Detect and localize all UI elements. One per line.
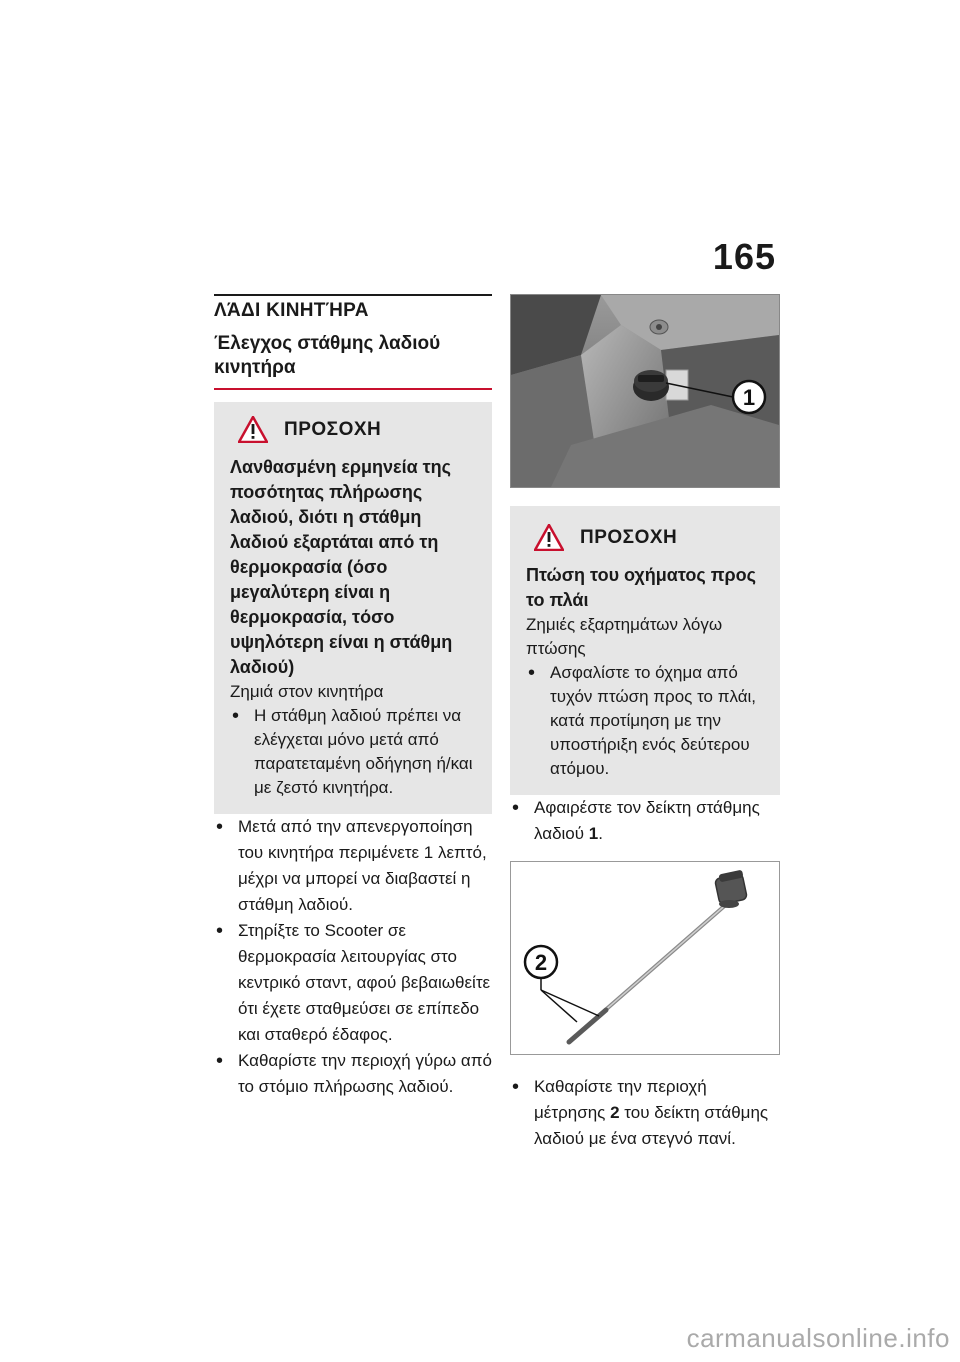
step-list-clean — [510, 1074, 780, 1152]
page-number: 165 — [712, 236, 776, 277]
callout-2-label: 2 — [534, 950, 548, 975]
section-title: ΛΆΔΙ ΚΙΝΗΤΉΡΑ — [214, 294, 492, 322]
step-clean-dipstick — [510, 1074, 780, 1152]
figure-dipstick-location — [510, 294, 780, 488]
warning-bullet: • Η στάθμη λαδιού πρέπει να ελέγχεται μόνο μετά από παρατεταμένη οδήγηση ή/και με ζεστό κινητήρα. — [230, 704, 480, 800]
warning-header — [526, 524, 768, 551]
warning-cause: Λανθασμένη ερμηνεία της ποσότητας πλήρωσης λαδιού, διότι η στάθμη λαδιού εξαρτάται από τη θερμοκρασία (όσο μεγαλύτερη είναι η θερμοκρασία, τόσο υψηλότερη είναι η στάθμη λαδιού) — [230, 457, 453, 677]
photo-oil-filler-cap — [510, 294, 780, 488]
step-clean-filler: • Καθαρίστε την περιοχή γύρω από το στόμιο πλήρωσης λαδιού. — [214, 1048, 492, 1100]
step-remove-end: . — [598, 824, 603, 843]
warning-consequence: Ζημιές εξαρτημάτων λόγω πτώσης — [526, 615, 723, 658]
warning-cause: Πτώση του οχήματος προς το πλάι — [526, 565, 756, 610]
warning-title: ΠΡΟΣΟΧΗ — [284, 418, 382, 440]
subsection-title: Έλεγχος στάθμης λαδιού κινητήρα — [214, 332, 492, 390]
warning-bullet-list — [526, 661, 768, 781]
warning-box-temperature — [214, 402, 492, 814]
warning-bullet: • Ασφαλίστε το όχημα από τυχόν πτώση προς το πλάι, κατά προτίμηση με την υποστήριξη ενός δεύτερου ατόμου. — [526, 661, 768, 781]
step-center-stand: • Στηρίξτε το Scooter σε θερμοκρασία λειτουργίας στο κεντρικό σταντ, αφού βεβαιωθείτε ότι έχετε σταθμεύσει σε επίπεδο και σταθερό έδαφος. — [214, 918, 492, 1048]
step-list-remove — [510, 795, 780, 847]
warning-box-tipping — [510, 506, 780, 795]
step-clean-text-a: Καθαρίστε την περιοχή μέτρησης — [534, 1077, 707, 1122]
step-remove-text: Αφαιρέστε τον δείκτη στάθμης λαδιού — [534, 798, 760, 843]
figure-dipstick — [510, 861, 780, 1055]
reference-2: 2 — [610, 1103, 620, 1122]
warning-title: ΠΡΟΣΟΧΗ — [580, 526, 678, 548]
reference-1: 1 — [588, 824, 599, 843]
watermark: carmanualsonline.info — [686, 1323, 950, 1353]
warning-bullet-list — [230, 704, 480, 800]
step-list-left — [214, 814, 492, 1100]
warning-triangle-icon — [238, 416, 268, 443]
warning-triangle-icon — [534, 524, 564, 551]
left-column — [214, 294, 492, 1100]
warning-header — [230, 416, 480, 443]
warning-consequence: Ζημιά στον κινητήρα — [230, 682, 384, 701]
step-remove-dipstick — [510, 795, 780, 847]
callout-1-label: 1 — [742, 385, 756, 410]
step-wait-engine-off: • Μετά από την απενεργοποίηση του κινητήρα περιμένετε 1 λεπτό, μέχρι να μπορεί να διαβαστεί η στάθμη λαδιού. — [214, 814, 492, 918]
step-clean-text-b: του δείκτη στάθμης λαδιού με ένα στεγνό πανί. — [534, 1103, 769, 1148]
right-column — [510, 294, 780, 1152]
